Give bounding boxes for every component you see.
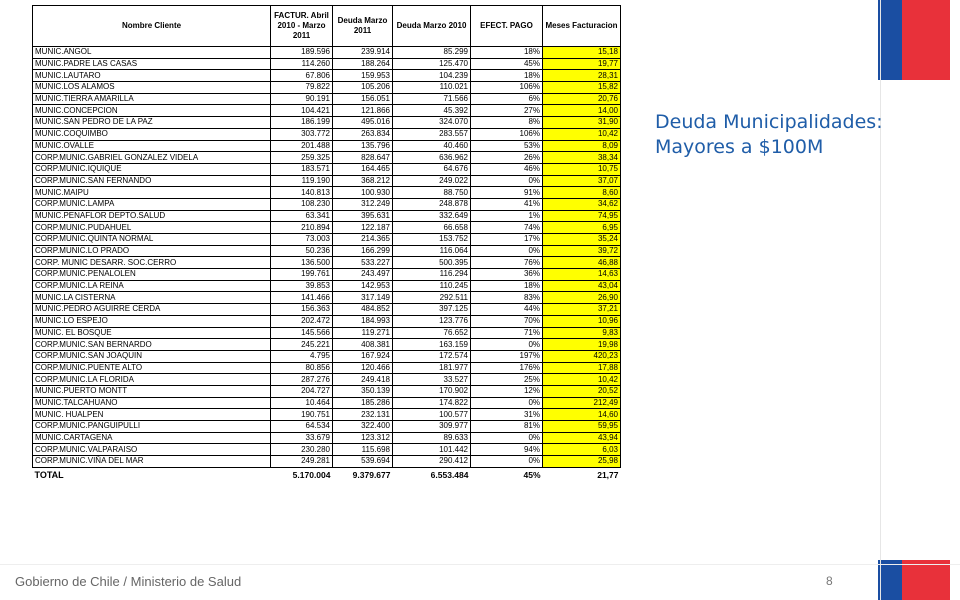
value-cell: 245.221: [271, 339, 333, 351]
value-cell: 1%: [471, 210, 543, 222]
value-cell: 104.421: [271, 105, 333, 117]
value-cell: 27%: [471, 105, 543, 117]
client-name-cell: MUNIC.PEDRO AGUIRRE CERDA: [33, 304, 271, 316]
table-body: [33, 47, 621, 482]
value-cell: 89.633: [393, 432, 471, 444]
client-name-cell: CORP.MUNIC.SAN FERNANDO: [33, 175, 271, 187]
value-cell: 176%: [471, 362, 543, 374]
table-row: [33, 152, 621, 164]
value-cell: 26%: [471, 152, 543, 164]
table-row: [33, 105, 621, 117]
table-row: [33, 280, 621, 292]
client-name-cell: MUNIC.TIERRA AMARILLA: [33, 93, 271, 105]
value-cell: 114.260: [271, 58, 333, 70]
client-name-cell: CORP.MUNIC.LA REINA: [33, 280, 271, 292]
value-cell: 15,18: [543, 47, 621, 59]
footer-text: Gobierno de Chile / Ministerio de Salud: [15, 574, 242, 589]
value-cell: 108.230: [271, 198, 333, 210]
value-cell: 80.856: [271, 362, 333, 374]
value-cell: 159.953: [333, 70, 393, 82]
client-name-cell: CORP.MUNIC.LA FLORIDA: [33, 374, 271, 386]
value-cell: 40.460: [393, 140, 471, 152]
value-cell: 317.149: [333, 292, 393, 304]
value-cell: 0%: [471, 456, 543, 468]
table-row: [33, 210, 621, 222]
value-cell: 67.806: [271, 70, 333, 82]
value-cell: 18%: [471, 70, 543, 82]
value-cell: 6%: [471, 93, 543, 105]
table-row: [33, 245, 621, 257]
value-cell: 395.631: [333, 210, 393, 222]
value-cell: 190.751: [271, 409, 333, 421]
value-cell: 106%: [471, 128, 543, 140]
value-cell: 239.914: [333, 47, 393, 59]
table-row: [33, 93, 621, 105]
total-label-cell: TOTAL: [34, 469, 64, 480]
value-cell: 38,34: [543, 152, 621, 164]
flag-red-band: [902, 0, 950, 80]
value-cell: 6,03: [543, 444, 621, 456]
table-row: [33, 456, 621, 468]
table-row: [33, 315, 621, 327]
value-cell: 10.464: [271, 397, 333, 409]
value-cell: 70%: [471, 315, 543, 327]
value-cell: 188.264: [333, 58, 393, 70]
value-cell: 110.245: [393, 280, 471, 292]
client-name-cell: MUNIC.LO ESPEJO: [33, 315, 271, 327]
value-cell: 116.294: [393, 269, 471, 281]
value-cell: 263.834: [333, 128, 393, 140]
client-name-cell: MUNIC.TALCAHUANO: [33, 397, 271, 409]
value-cell: 322.400: [333, 421, 393, 433]
client-name-cell: CORP.MUNIC.SAN JOAQUIN: [33, 350, 271, 362]
value-cell: 39.853: [271, 280, 333, 292]
table-row: [33, 163, 621, 175]
client-name-cell: CORP. MUNIC DESARR. SOC.CERRO: [33, 257, 271, 269]
client-name-cell: MUNIC.LAUTARO: [33, 70, 271, 82]
value-cell: 10,42: [543, 374, 621, 386]
value-cell: 170.902: [393, 385, 471, 397]
value-cell: 303.772: [271, 128, 333, 140]
value-cell: 17,88: [543, 362, 621, 374]
value-cell: 420,23: [543, 350, 621, 362]
value-cell: 105.206: [333, 82, 393, 94]
value-cell: 71.566: [393, 93, 471, 105]
client-name-cell: CORP.MUNIC.PANGUIPULLI: [33, 421, 271, 433]
value-cell: 249.281: [271, 456, 333, 468]
value-cell: 6,95: [543, 222, 621, 234]
value-cell: 120.466: [333, 362, 393, 374]
client-name-cell: MUNIC.MAIPU: [33, 187, 271, 199]
value-cell: 94%: [471, 444, 543, 456]
header-cell: Deuda Marzo 2010: [393, 6, 471, 47]
table-header-row: [33, 6, 621, 47]
value-cell: 64.676: [393, 163, 471, 175]
table-row: [33, 339, 621, 351]
client-name-cell: CORP.MUNIC.GABRIEL GONZALEZ VIDELA: [33, 152, 271, 164]
client-name-cell: MUNIC.CONCEPCION: [33, 105, 271, 117]
client-name-cell: CORP.MUNIC.SAN BERNARDO: [33, 339, 271, 351]
value-cell: 28,31: [543, 70, 621, 82]
value-cell: 66.658: [393, 222, 471, 234]
value-cell: 164.465: [333, 163, 393, 175]
value-cell: 101.442: [393, 444, 471, 456]
value-cell: 110.021: [393, 82, 471, 94]
client-name-cell: MUNIC.CARTAGENA: [33, 432, 271, 444]
value-cell: 35,24: [543, 234, 621, 246]
client-name-cell: CORP.MUNIC.QUINTA NORMAL: [33, 234, 271, 246]
value-cell: 8,09: [543, 140, 621, 152]
value-cell: 202.472: [271, 315, 333, 327]
value-cell: 140.813: [271, 187, 333, 199]
value-cell: 74%: [471, 222, 543, 234]
value-cell: 106%: [471, 82, 543, 94]
value-cell: 122.187: [333, 222, 393, 234]
slide-title-line1: Deuda Municipalidades:: [655, 111, 883, 133]
table-row: [33, 362, 621, 374]
value-cell: 153.752: [393, 234, 471, 246]
value-cell: 33.679: [271, 432, 333, 444]
value-cell: 34,62: [543, 198, 621, 210]
value-cell: 90.191: [271, 93, 333, 105]
table-row: [33, 140, 621, 152]
client-name-cell: CORP.MUNIC.IQUIQUE: [33, 163, 271, 175]
value-cell: 43,04: [543, 280, 621, 292]
table-row: [33, 409, 621, 421]
value-cell: 184.993: [333, 315, 393, 327]
value-cell: 145.566: [271, 327, 333, 339]
value-cell: 116.064: [393, 245, 471, 257]
table-row: [33, 350, 621, 362]
table-row: [33, 58, 621, 70]
value-cell: 156.051: [333, 93, 393, 105]
value-cell: 232.131: [333, 409, 393, 421]
client-name-cell: CORP.MUNIC.LO PRADO: [33, 245, 271, 257]
value-cell: 0%: [471, 175, 543, 187]
client-name-cell: MUNIC.ANGOL: [33, 47, 271, 59]
value-cell: 259.325: [271, 152, 333, 164]
value-cell: 199.761: [271, 269, 333, 281]
value-cell: 186.199: [271, 117, 333, 129]
value-cell: 74,95: [543, 210, 621, 222]
value-cell: 119.190: [271, 175, 333, 187]
value-cell: 88.750: [393, 187, 471, 199]
value-cell: 283.557: [393, 128, 471, 140]
value-cell: 495.016: [333, 117, 393, 129]
value-cell: 76%: [471, 257, 543, 269]
value-cell: 50.236: [271, 245, 333, 257]
value-cell: 18%: [471, 47, 543, 59]
value-cell: 248.878: [393, 198, 471, 210]
value-cell: 45.392: [393, 105, 471, 117]
table-row: [33, 234, 621, 246]
value-cell: 64.534: [271, 421, 333, 433]
value-cell: 197%: [471, 350, 543, 362]
table-row: [33, 70, 621, 82]
table-row: [33, 397, 621, 409]
value-cell: 17%: [471, 234, 543, 246]
table-row: [33, 47, 621, 59]
value-cell: 63.341: [271, 210, 333, 222]
flag-red-band: [902, 560, 950, 600]
client-name-cell: CORP.MUNIC.PUENTE ALTO: [33, 362, 271, 374]
page-number: 8: [826, 574, 833, 588]
table-row: [33, 257, 621, 269]
slide-title-line2: Mayores a $100M: [655, 136, 824, 158]
value-cell: 350.139: [333, 385, 393, 397]
value-cell: 156.363: [271, 304, 333, 316]
value-cell: 73.003: [271, 234, 333, 246]
total-value-cell: 45%: [523, 469, 541, 480]
slide-title: [655, 110, 940, 160]
value-cell: 230.280: [271, 444, 333, 456]
footer-divider: [0, 564, 960, 565]
value-cell: 26,90: [543, 292, 621, 304]
value-cell: 163.159: [393, 339, 471, 351]
total-value-cell: 5.170.004: [292, 469, 331, 480]
value-cell: 14,60: [543, 409, 621, 421]
value-cell: 249.022: [393, 175, 471, 187]
value-cell: 324.070: [393, 117, 471, 129]
value-cell: 408.381: [333, 339, 393, 351]
value-cell: 0%: [471, 432, 543, 444]
value-cell: 31,90: [543, 117, 621, 129]
value-cell: 39,72: [543, 245, 621, 257]
value-cell: 189.596: [271, 47, 333, 59]
value-cell: 14,63: [543, 269, 621, 281]
value-cell: 312.249: [333, 198, 393, 210]
header-cell: EFECT. PAGO: [471, 6, 543, 47]
value-cell: 81%: [471, 421, 543, 433]
client-name-cell: CORP.MUNIC.LAMPA: [33, 198, 271, 210]
client-name-cell: MUNIC.PADRE LAS CASAS: [33, 58, 271, 70]
client-name-cell: MUNIC.PUERTO MONTT: [33, 385, 271, 397]
table-row: [33, 327, 621, 339]
table-row: [33, 82, 621, 94]
value-cell: 44%: [471, 304, 543, 316]
value-cell: 36%: [471, 269, 543, 281]
value-cell: 141.466: [271, 292, 333, 304]
value-cell: 20,76: [543, 93, 621, 105]
table-row: [33, 421, 621, 433]
client-name-cell: MUNIC.COQUIMBO: [33, 128, 271, 140]
table-total-row: [33, 467, 621, 482]
value-cell: 41%: [471, 198, 543, 210]
value-cell: 828.647: [333, 152, 393, 164]
client-name-cell: CORP.MUNIC.VALPARAISO: [33, 444, 271, 456]
value-cell: 8%: [471, 117, 543, 129]
value-cell: 43,94: [543, 432, 621, 444]
value-cell: 76.652: [393, 327, 471, 339]
client-name-cell: MUNIC. EL BOSQUE: [33, 327, 271, 339]
value-cell: 142.953: [333, 280, 393, 292]
value-cell: 166.299: [333, 245, 393, 257]
value-cell: 201.488: [271, 140, 333, 152]
value-cell: 14,00: [543, 105, 621, 117]
value-cell: 135.796: [333, 140, 393, 152]
value-cell: 83%: [471, 292, 543, 304]
value-cell: 46,88: [543, 257, 621, 269]
value-cell: 309.977: [393, 421, 471, 433]
value-cell: 100.577: [393, 409, 471, 421]
table-row: [33, 187, 621, 199]
value-cell: 79.822: [271, 82, 333, 94]
value-cell: 0%: [471, 339, 543, 351]
value-cell: 25,98: [543, 456, 621, 468]
header-cell: Meses Facturacion: [543, 6, 621, 47]
value-cell: 59,95: [543, 421, 621, 433]
value-cell: 100.930: [333, 187, 393, 199]
client-name-cell: CORP.MUNIC.PENALOLEN: [33, 269, 271, 281]
value-cell: 332.649: [393, 210, 471, 222]
value-cell: 214.365: [333, 234, 393, 246]
table-row: [33, 117, 621, 129]
value-cell: 0%: [471, 245, 543, 257]
value-cell: 185.286: [333, 397, 393, 409]
value-cell: 15,82: [543, 82, 621, 94]
value-cell: 0%: [471, 397, 543, 409]
value-cell: 181.977: [393, 362, 471, 374]
value-cell: 18%: [471, 280, 543, 292]
value-cell: 368.212: [333, 175, 393, 187]
value-cell: 91%: [471, 187, 543, 199]
value-cell: 539.694: [333, 456, 393, 468]
value-cell: 20,52: [543, 385, 621, 397]
table-row: [33, 374, 621, 386]
value-cell: 12%: [471, 385, 543, 397]
value-cell: 9,83: [543, 327, 621, 339]
value-cell: 33.527: [393, 374, 471, 386]
value-cell: 287.276: [271, 374, 333, 386]
header-cell: Nombre Cliente: [33, 6, 271, 47]
flag-blue-band: [878, 560, 902, 600]
client-name-cell: MUNIC.LOS ALAMOS: [33, 82, 271, 94]
header-cell: FACTUR. Abril 2010 - Marzo 2011: [271, 6, 333, 47]
table-row: [33, 128, 621, 140]
client-name-cell: MUNIC.SAN PEDRO DE LA PAZ: [33, 117, 271, 129]
value-cell: 10,75: [543, 163, 621, 175]
chile-flag-bottom: [878, 560, 950, 600]
value-cell: 53%: [471, 140, 543, 152]
debt-table: [32, 5, 621, 482]
value-cell: 115.698: [333, 444, 393, 456]
value-cell: 121.866: [333, 105, 393, 117]
value-cell: 212,49: [543, 397, 621, 409]
table-row: [33, 292, 621, 304]
value-cell: 249.418: [333, 374, 393, 386]
value-cell: 37,07: [543, 175, 621, 187]
value-cell: 484.852: [333, 304, 393, 316]
client-name-cell: MUNIC.OVALLE: [33, 140, 271, 152]
value-cell: 119.271: [333, 327, 393, 339]
client-name-cell: MUNIC. HUALPEN: [33, 409, 271, 421]
value-cell: 10,96: [543, 315, 621, 327]
table-row: [33, 385, 621, 397]
value-cell: 10,42: [543, 128, 621, 140]
flag-blue-band: [878, 0, 902, 80]
table-row: [33, 198, 621, 210]
value-cell: 167.924: [333, 350, 393, 362]
value-cell: 123.312: [333, 432, 393, 444]
value-cell: 174.822: [393, 397, 471, 409]
total-value-cell: 9.379.677: [352, 469, 391, 480]
value-cell: 183.571: [271, 163, 333, 175]
value-cell: 31%: [471, 409, 543, 421]
value-cell: 19,77: [543, 58, 621, 70]
value-cell: 210.894: [271, 222, 333, 234]
value-cell: 290.412: [393, 456, 471, 468]
total-value-cell: 21,77: [597, 469, 619, 480]
total-value-cell: 6.553.484: [430, 469, 469, 480]
value-cell: 125.470: [393, 58, 471, 70]
table-row: [33, 304, 621, 316]
vertical-divider: [880, 0, 881, 600]
value-cell: 4.795: [271, 350, 333, 362]
table-row: [33, 432, 621, 444]
value-cell: 636.962: [393, 152, 471, 164]
table-row: [33, 269, 621, 281]
value-cell: 8,60: [543, 187, 621, 199]
header-cell: Deuda Marzo 2011: [333, 6, 393, 47]
value-cell: 85.299: [393, 47, 471, 59]
value-cell: 37,21: [543, 304, 621, 316]
value-cell: 172.574: [393, 350, 471, 362]
client-name-cell: CORP.MUNIC.PUDAHUEL: [33, 222, 271, 234]
value-cell: 204.727: [271, 385, 333, 397]
table-row: [33, 175, 621, 187]
value-cell: 19,98: [543, 339, 621, 351]
chile-flag-top: [878, 0, 950, 80]
table-row: [33, 444, 621, 456]
client-name-cell: MUNIC.LA CISTERNA: [33, 292, 271, 304]
value-cell: 25%: [471, 374, 543, 386]
client-name-cell: CORP.MUNIC.VIÑA DEL MAR: [33, 456, 271, 468]
value-cell: 500.395: [393, 257, 471, 269]
value-cell: 397.125: [393, 304, 471, 316]
value-cell: 533.227: [333, 257, 393, 269]
table-row: [33, 222, 621, 234]
value-cell: 292.511: [393, 292, 471, 304]
client-name-cell: MUNIC.PENAFLOR DEPTO.SALUD: [33, 210, 271, 222]
value-cell: 104.239: [393, 70, 471, 82]
value-cell: 71%: [471, 327, 543, 339]
value-cell: 45%: [471, 58, 543, 70]
value-cell: 46%: [471, 163, 543, 175]
value-cell: 123.776: [393, 315, 471, 327]
value-cell: 243.497: [333, 269, 393, 281]
value-cell: 136.500: [271, 257, 333, 269]
